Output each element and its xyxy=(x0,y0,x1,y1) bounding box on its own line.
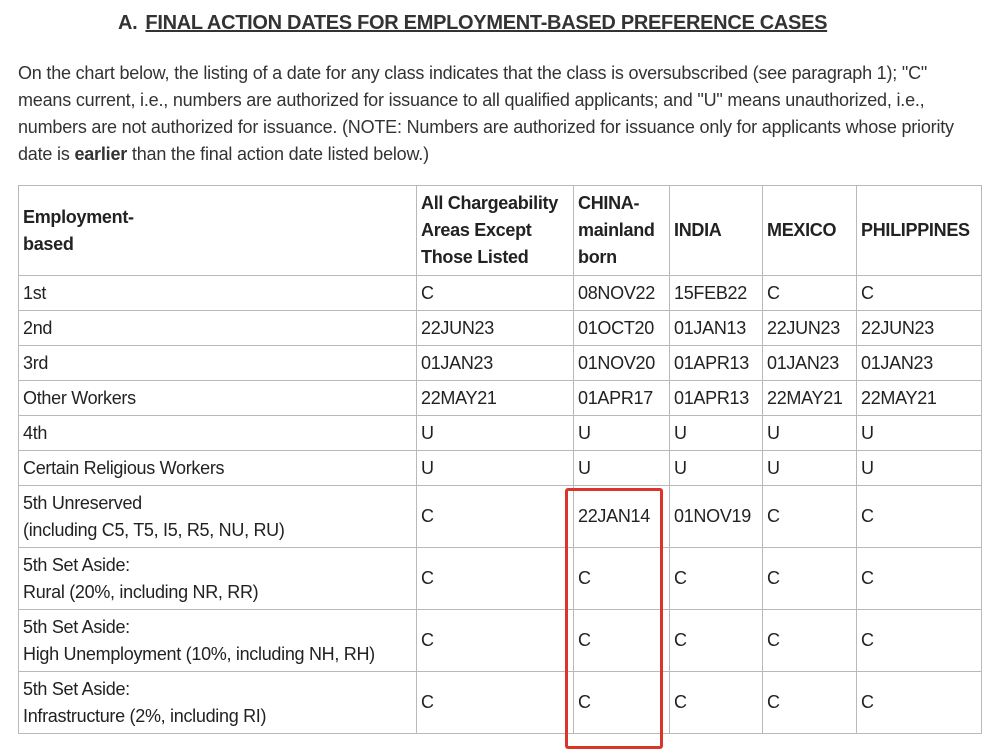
section-heading xyxy=(118,12,827,35)
cell-india: 01APR13 xyxy=(670,381,763,416)
cell-china: 08NOV22 xyxy=(574,276,670,311)
cell-philippines: C xyxy=(857,548,982,610)
cell-india: 01APR13 xyxy=(670,346,763,381)
cell-all: C xyxy=(417,610,574,672)
cell-india: U xyxy=(670,416,763,451)
cell-all: C xyxy=(417,486,574,548)
header-china-line-1: CHINA- xyxy=(578,193,640,213)
cell-all: U xyxy=(417,416,574,451)
cell-india: 15FEB22 xyxy=(670,276,763,311)
table-row xyxy=(19,451,982,486)
cell-all: C xyxy=(417,276,574,311)
row-category-line: Certain Religious Workers xyxy=(23,457,225,478)
header-all-line-3: Those Listed xyxy=(421,247,529,267)
section-letter: A. xyxy=(118,12,138,34)
cell-china: U xyxy=(574,416,670,451)
header-china xyxy=(574,186,670,276)
cell-china: C xyxy=(574,548,670,610)
cell-mexico: U xyxy=(763,416,857,451)
cell-china: 01OCT20 xyxy=(574,311,670,346)
cell-mexico: C xyxy=(763,672,857,734)
header-category-line-2: based xyxy=(23,233,74,254)
table-row xyxy=(19,346,982,381)
cell-philippines: C xyxy=(857,672,982,734)
header-china-line-3: born xyxy=(578,247,617,267)
row-category xyxy=(19,486,417,548)
row-category-line: Other Workers xyxy=(23,387,136,408)
cell-china: U xyxy=(574,451,670,486)
cell-china: 22JAN14 xyxy=(574,486,670,548)
row-category-line: Infrastructure (2%, including RI) xyxy=(23,705,267,726)
table-row xyxy=(19,276,982,311)
cell-china: 01APR17 xyxy=(574,381,670,416)
cell-mexico: C xyxy=(763,276,857,311)
intro-emphasis: earlier xyxy=(74,144,128,164)
header-philippines: PHILIPPINES xyxy=(857,186,982,276)
intro-paragraph xyxy=(18,60,978,168)
cell-mexico: 22JUN23 xyxy=(763,311,857,346)
header-category xyxy=(19,186,417,276)
cell-philippines: C xyxy=(857,276,982,311)
header-all-chargeability xyxy=(417,186,574,276)
table-row xyxy=(19,311,982,346)
table-row xyxy=(19,486,982,548)
table-row xyxy=(19,610,982,672)
cell-mexico: 01JAN23 xyxy=(763,346,857,381)
header-all-line-2: Areas Except xyxy=(421,220,532,240)
cell-all: 22JUN23 xyxy=(417,311,574,346)
row-category-line: 1st xyxy=(23,282,47,303)
cell-india: C xyxy=(670,672,763,734)
table-row xyxy=(19,548,982,610)
row-category xyxy=(19,548,417,610)
cell-all: C xyxy=(417,672,574,734)
cell-all: C xyxy=(417,548,574,610)
row-category-line: 3rd xyxy=(23,352,49,373)
cell-china: C xyxy=(574,610,670,672)
table-row xyxy=(19,416,982,451)
row-category xyxy=(19,346,417,381)
cell-mexico: U xyxy=(763,451,857,486)
cell-china: C xyxy=(574,672,670,734)
cell-mexico: C xyxy=(763,486,857,548)
cell-india: C xyxy=(670,548,763,610)
cell-india: U xyxy=(670,451,763,486)
row-category-line: 4th xyxy=(23,422,48,443)
cell-philippines: U xyxy=(857,451,982,486)
intro-text-part1: On the chart below, the listing of a date for any class indicates that the class is oversubscribed (see paragraph 1); "C" means current, i.e., numbers are authorized for issuance to all qualified applicants; and "U" means unauthorized, i.e., numbers are not authorized for issuance. (NOTE: Numbers are authorized for issuance only for applicants whose priority date is xyxy=(18,63,954,164)
section-title: FINAL ACTION DATES FOR EMPLOYMENT-BASED PREFERENCE CASES xyxy=(145,12,828,34)
row-category-line: (including C5, T5, I5, R5, NU, RU) xyxy=(23,519,285,540)
cell-philippines: C xyxy=(857,610,982,672)
intro-text-part2: than the final action date listed below.) xyxy=(127,144,429,164)
row-category xyxy=(19,381,417,416)
cell-all: U xyxy=(417,451,574,486)
cell-philippines: U xyxy=(857,416,982,451)
cell-philippines: 22JUN23 xyxy=(857,311,982,346)
cell-mexico: C xyxy=(763,610,857,672)
cell-mexico: 22MAY21 xyxy=(763,381,857,416)
table-header-row xyxy=(19,186,982,276)
cell-mexico: C xyxy=(763,548,857,610)
row-category xyxy=(19,416,417,451)
final-action-dates-table xyxy=(18,185,982,734)
header-india: INDIA xyxy=(670,186,763,276)
row-category xyxy=(19,311,417,346)
row-category xyxy=(19,672,417,734)
cell-philippines: 01JAN23 xyxy=(857,346,982,381)
cell-all: 22MAY21 xyxy=(417,381,574,416)
header-all-line-1: All Chargeability xyxy=(421,193,558,213)
cell-india: 01JAN13 xyxy=(670,311,763,346)
cell-india: 01NOV19 xyxy=(670,486,763,548)
cell-china: 01NOV20 xyxy=(574,346,670,381)
row-category-line: 5th Unreserved xyxy=(23,492,142,513)
table-row xyxy=(19,672,982,734)
header-mexico: MEXICO xyxy=(763,186,857,276)
cell-india: C xyxy=(670,610,763,672)
table-row xyxy=(19,381,982,416)
header-china-line-2: mainland xyxy=(578,220,655,240)
row-category-line: 5th Set Aside: xyxy=(23,616,130,637)
row-category-line: 5th Set Aside: xyxy=(23,554,130,575)
row-category-line: 2nd xyxy=(23,317,53,338)
cell-philippines: 22MAY21 xyxy=(857,381,982,416)
row-category-line: High Unemployment (10%, including NH, RH) xyxy=(23,643,375,664)
header-category-line-1: Employment- xyxy=(23,206,134,227)
row-category xyxy=(19,610,417,672)
cell-philippines: C xyxy=(857,486,982,548)
row-category-line: 5th Set Aside: xyxy=(23,678,130,699)
row-category xyxy=(19,451,417,486)
cell-all: 01JAN23 xyxy=(417,346,574,381)
row-category xyxy=(19,276,417,311)
row-category-line: Rural (20%, including NR, RR) xyxy=(23,581,259,602)
